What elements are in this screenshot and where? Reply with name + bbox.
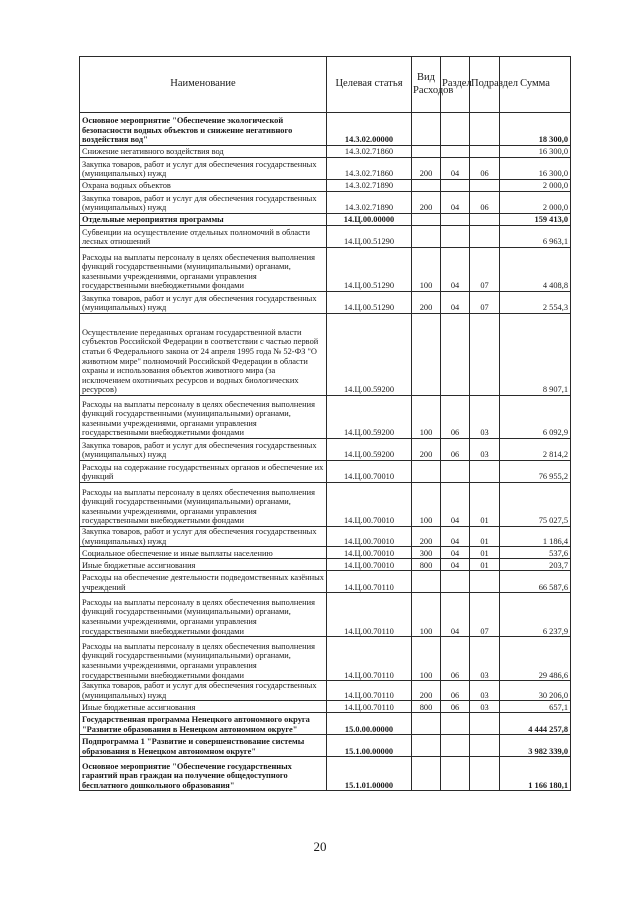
row-sum: 16 300,0 [500, 146, 571, 158]
row-sum: 1 186,4 [500, 527, 571, 547]
row-sum: 203,7 [500, 559, 571, 571]
row-sum: 4 408,8 [500, 248, 571, 292]
row-subsection: 01 [470, 559, 500, 571]
table-row [80, 559, 571, 571]
row-expense-type [412, 180, 441, 192]
row-subsection: 01 [470, 483, 500, 527]
row-name: Закупка товаров, работ и услуг для обеспечения государственных (муниципальных) нужд [80, 527, 327, 547]
row-name: Расходы на содержание государственных органов и обеспечение их функций [80, 461, 327, 483]
row-subsection: 03 [470, 396, 500, 439]
row-sum: 3 982 339,0 [500, 735, 571, 757]
row-subsection [470, 735, 500, 757]
row-sum: 76 955,2 [500, 461, 571, 483]
table-row [80, 146, 571, 158]
row-section [441, 461, 470, 483]
row-section: 04 [441, 483, 470, 527]
row-subsection [470, 113, 500, 146]
row-subsection [470, 757, 500, 791]
row-section: 06 [441, 637, 470, 681]
row-target-article: 14.3.02.00000 [327, 113, 412, 146]
table-row [80, 396, 571, 439]
row-section [441, 180, 470, 192]
row-subsection: 01 [470, 527, 500, 547]
row-target-article: 14.3.02.71890 [327, 180, 412, 192]
row-name: Расходы на выплаты персоналу в целях обеспечения выполнения функций государственными (муниципальными) органами, казенными учреждениями, органами управления государственными внебюджетными фондами [80, 593, 327, 637]
row-section: 04 [441, 158, 470, 180]
table-row [80, 637, 571, 681]
header-expense-type: Вид Расходов [412, 57, 441, 113]
table-row [80, 483, 571, 527]
row-expense-type [412, 113, 441, 146]
row-section: 06 [441, 396, 470, 439]
row-target-article: 15.1.01.00000 [327, 757, 412, 791]
row-sum: 2 554,3 [500, 292, 571, 314]
row-name: Субвенции на осуществление отдельных полномочий в области лесных отношений [80, 226, 327, 248]
row-name: Закупка товаров, работ и услуг для обеспечения государственных (муниципальных) нужд [80, 681, 327, 701]
row-subsection [470, 461, 500, 483]
row-target-article: 14.Ц.00.70110 [327, 571, 412, 593]
row-expense-type [412, 214, 441, 226]
table-row [80, 113, 571, 146]
row-section: 06 [441, 701, 470, 713]
row-target-article: 14.Ц.00.70110 [327, 681, 412, 701]
row-expense-type [412, 735, 441, 757]
table-row [80, 314, 571, 396]
row-name: Иные бюджетные ассигнования [80, 701, 327, 713]
table-row [80, 593, 571, 637]
row-name: Иные бюджетные ассигнования [80, 559, 327, 571]
row-subsection: 06 [470, 158, 500, 180]
row-target-article: 14.Ц.00.70010 [327, 527, 412, 547]
row-target-article: 14.3.02.71860 [327, 158, 412, 180]
table-row [80, 214, 571, 226]
row-name: Основное мероприятие "Обеспечение государственных гарантий прав граждан на получение общедоступного бесплатного дошкольного образования" [80, 757, 327, 791]
row-name: Закупка товаров, работ и услуг для обеспечения государственных (муниципальных) нужд [80, 292, 327, 314]
row-target-article: 14.Ц.00.70110 [327, 701, 412, 713]
row-name: Основное мероприятие "Обеспечение экологической безопасности водных объектов и снижение негативного воздействия вод" [80, 113, 327, 146]
row-expense-type [412, 461, 441, 483]
row-sum: 75 027,5 [500, 483, 571, 527]
table-row [80, 226, 571, 248]
row-subsection: 03 [470, 701, 500, 713]
table-row [80, 571, 571, 593]
row-target-article: 14.3.02.71860 [327, 146, 412, 158]
row-sum: 4 444 257,8 [500, 713, 571, 735]
row-expense-type: 200 [412, 439, 441, 461]
row-subsection [470, 180, 500, 192]
row-sum: 29 486,6 [500, 637, 571, 681]
header-target-article: Целевая статья [327, 57, 412, 113]
row-expense-type: 100 [412, 483, 441, 527]
row-subsection: 07 [470, 248, 500, 292]
row-expense-type: 200 [412, 681, 441, 701]
row-section [441, 226, 470, 248]
row-expense-type: 100 [412, 593, 441, 637]
budget-table [79, 56, 571, 791]
row-section [441, 735, 470, 757]
row-sum: 537,6 [500, 547, 571, 559]
table-row [80, 527, 571, 547]
row-subsection [470, 146, 500, 158]
row-target-article: 14.Ц.00.70010 [327, 559, 412, 571]
table-row [80, 701, 571, 713]
table-row [80, 757, 571, 791]
row-section: 04 [441, 593, 470, 637]
table-header-row [80, 57, 571, 113]
row-expense-type: 200 [412, 527, 441, 547]
row-expense-type: 200 [412, 192, 441, 214]
row-section [441, 757, 470, 791]
row-expense-type: 200 [412, 158, 441, 180]
table-body [80, 113, 571, 791]
row-section [441, 571, 470, 593]
row-sum: 66 587,6 [500, 571, 571, 593]
row-target-article: 14.Ц.00.59200 [327, 396, 412, 439]
row-target-article: 14.Ц.00.00000 [327, 214, 412, 226]
row-subsection: 07 [470, 593, 500, 637]
row-expense-type [412, 571, 441, 593]
row-name: Закупка товаров, работ и услуг для обеспечения государственных (муниципальных) нужд [80, 192, 327, 214]
row-sum: 657,1 [500, 701, 571, 713]
row-target-article: 14.Ц.00.59200 [327, 314, 412, 396]
row-section: 04 [441, 192, 470, 214]
row-name: Расходы на обеспечение деятельности подведомственных казённых учреждений [80, 571, 327, 593]
row-subsection: 06 [470, 192, 500, 214]
row-name: Осуществление переданных органам государственной власти субъектов Российской Федерации в соответствии с частью первой статьи 6 Федерального закона от 24 апреля 1995 года № 52-ФЗ "О животном мире" полномочий Российской Федерации в области охраны и использования объектов животного мира (за исключением охотничьих ресурсов и водных биологических ресурсов) [80, 314, 327, 396]
table-row [80, 713, 571, 735]
row-expense-type: 300 [412, 547, 441, 559]
row-section: 04 [441, 292, 470, 314]
row-sum: 2 000,0 [500, 192, 571, 214]
row-sum: 8 907,1 [500, 314, 571, 396]
row-target-article: 15.1.00.00000 [327, 735, 412, 757]
row-target-article: 15.0.00.00000 [327, 713, 412, 735]
row-expense-type [412, 314, 441, 396]
row-section: 06 [441, 681, 470, 701]
row-target-article: 14.Ц.00.59200 [327, 439, 412, 461]
row-subsection: 03 [470, 681, 500, 701]
page-number: 20 [313, 839, 327, 854]
row-name: Охрана водных объектов [80, 180, 327, 192]
row-name: Подпрограмма 1 "Развитие и совершенствование системы образования в Ненецком автономном округе" [80, 735, 327, 757]
row-name: Закупка товаров, работ и услуг для обеспечения государственных (муниципальных) нужд [80, 158, 327, 180]
row-sum: 16 300,0 [500, 158, 571, 180]
row-section [441, 146, 470, 158]
row-subsection: 03 [470, 637, 500, 681]
row-sum: 18 300,0 [500, 113, 571, 146]
row-expense-type: 200 [412, 292, 441, 314]
table-row [80, 547, 571, 559]
row-sum: 2 814,2 [500, 439, 571, 461]
row-section [441, 314, 470, 396]
row-section: 06 [441, 439, 470, 461]
header-sum: Сумма [500, 57, 571, 113]
row-sum: 1 166 180,1 [500, 757, 571, 791]
row-sum: 159 413,0 [500, 214, 571, 226]
row-name: Расходы на выплаты персоналу в целях обеспечения выполнения функций государственными (муниципальными) органами, казенными учреждениями, органами управления государственными внебюджетными фондами [80, 248, 327, 292]
row-target-article: 14.Ц.00.51290 [327, 226, 412, 248]
row-section: 04 [441, 559, 470, 571]
table-row [80, 735, 571, 757]
row-target-article: 14.Ц.00.51290 [327, 292, 412, 314]
row-subsection [470, 314, 500, 396]
table-row [80, 292, 571, 314]
row-sum: 6 963,1 [500, 226, 571, 248]
row-subsection: 03 [470, 439, 500, 461]
row-sum: 6 092,9 [500, 396, 571, 439]
row-name: Расходы на выплаты персоналу в целях обеспечения выполнения функций государственными (муниципальными) органами, казенными учреждениями, органами управления государственными внебюджетными фондами [80, 396, 327, 439]
row-section: 04 [441, 547, 470, 559]
row-subsection: 07 [470, 292, 500, 314]
table-row [80, 439, 571, 461]
row-target-article: 14.Ц.00.70110 [327, 637, 412, 681]
row-expense-type: 100 [412, 637, 441, 681]
table-row [80, 158, 571, 180]
row-expense-type [412, 226, 441, 248]
row-name: Расходы на выплаты персоналу в целях обеспечения выполнения функций государственными (муниципальными) органами, казенными учреждениями, органами управления государственными внебюджетными фондами [80, 637, 327, 681]
table-row [80, 192, 571, 214]
row-sum: 2 000,0 [500, 180, 571, 192]
row-sum: 6 237,9 [500, 593, 571, 637]
header-name: Наименование [80, 57, 327, 113]
row-section: 04 [441, 248, 470, 292]
row-section [441, 713, 470, 735]
header-subsection: Подраздел [470, 57, 500, 113]
row-section [441, 113, 470, 146]
table-row [80, 461, 571, 483]
row-expense-type [412, 757, 441, 791]
row-section: 04 [441, 527, 470, 547]
row-subsection: 01 [470, 547, 500, 559]
row-name: Снижение негативного воздействия вод [80, 146, 327, 158]
row-subsection [470, 571, 500, 593]
row-subsection [470, 226, 500, 248]
row-target-article: 14.3.02.71890 [327, 192, 412, 214]
row-sum: 30 206,0 [500, 681, 571, 701]
row-target-article: 14.Ц.00.51290 [327, 248, 412, 292]
row-target-article: 14.Ц.00.70010 [327, 461, 412, 483]
row-subsection [470, 713, 500, 735]
row-name: Закупка товаров, работ и услуг для обеспечения государственных (муниципальных) нужд [80, 439, 327, 461]
row-name: Социальное обеспечение и иные выплаты населению [80, 547, 327, 559]
row-expense-type [412, 146, 441, 158]
table-row [80, 180, 571, 192]
row-target-article: 14.Ц.00.70110 [327, 593, 412, 637]
row-target-article: 14.Ц.00.70010 [327, 483, 412, 527]
table-row [80, 681, 571, 701]
row-expense-type: 800 [412, 701, 441, 713]
row-name: Расходы на выплаты персоналу в целях обеспечения выполнения функций государственными (муниципальными) органами, казенными учреждениями, органами управления государственными внебюджетными фондами [80, 483, 327, 527]
row-expense-type: 100 [412, 248, 441, 292]
row-subsection [470, 214, 500, 226]
row-expense-type: 100 [412, 396, 441, 439]
table-row [80, 248, 571, 292]
row-expense-type [412, 713, 441, 735]
row-expense-type: 800 [412, 559, 441, 571]
row-section [441, 214, 470, 226]
header-section: Раздел [441, 57, 470, 113]
row-name: Государственная программа Ненецкого автономного округа "Развитие образования в Ненецком автономном округе" [80, 713, 327, 735]
row-name: Отдельные мероприятия программы [80, 214, 327, 226]
row-target-article: 14.Ц.00.70010 [327, 547, 412, 559]
